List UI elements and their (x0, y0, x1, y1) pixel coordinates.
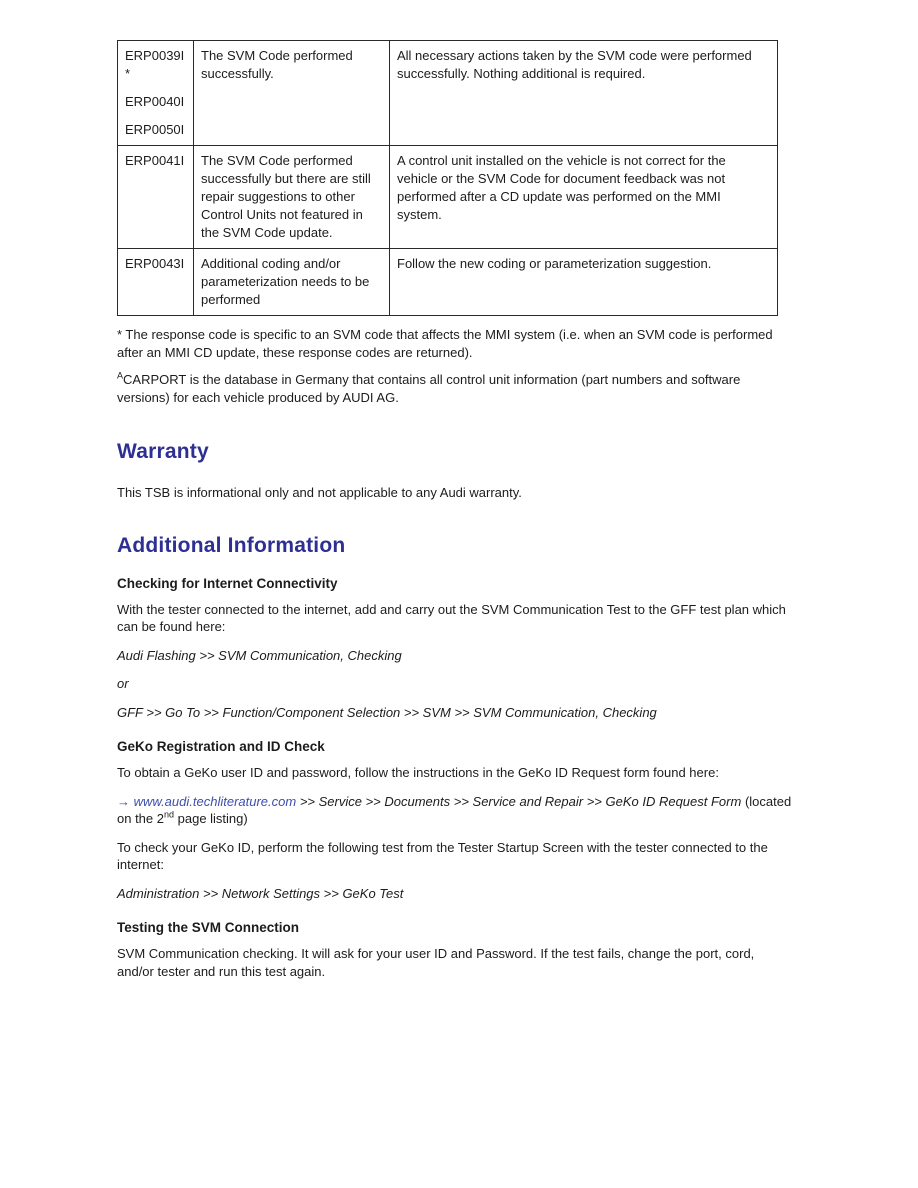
code-list (125, 47, 185, 139)
table-row (118, 146, 778, 249)
meaning-cell: Additional coding and/or parameterization needs to be performed (194, 249, 390, 316)
code-cell (118, 249, 194, 316)
response-code: ERP0050I (125, 122, 185, 137)
additional-info-heading: Additional Information (117, 533, 346, 557)
response-code: ERP0039I (125, 48, 185, 63)
response-code-table (117, 40, 778, 316)
subheading-testing-svm: Testing the SVM Connection (117, 920, 299, 935)
ordinal-superscript: nd (164, 809, 175, 820)
footnote-asterisk: * The response code is specific to an SVM code that affects the MMI system (i.e. when an SVM code is performed after an MMI CD update, these response codes are returned). (117, 327, 773, 360)
document-content (117, 40, 793, 980)
footnote-carport-text: CARPORT is the database in Germany that contains all control unit information (part numbers and software versions) for each vehicle produced by AUDI AG. (117, 372, 741, 405)
code-list (125, 152, 185, 170)
response-code: ERP0043I (125, 256, 185, 271)
action-cell: Follow the new coding or parameterization suggestion. (390, 249, 778, 316)
menu-path-gff: GFF >> Go To >> Function/Component Selection >> SVM >> SVM Communication, Checking (117, 704, 657, 720)
carport-superscript: A (117, 370, 124, 381)
table-row (118, 249, 778, 316)
link-suffix-pre: (located on the 2 (117, 793, 792, 826)
menu-path-administration: Administration >> Network Settings >> GeKo Test (117, 885, 404, 901)
techliterature-link[interactable]: www.audi.techliterature.com (133, 793, 297, 809)
action-cell: All necessary actions taken by the SVM code were performed successfully. Nothing additional is required. (390, 41, 778, 146)
footnote-carport (117, 371, 793, 406)
warranty-heading: Warranty (117, 440, 209, 463)
response-code: ERP0040I (125, 94, 185, 109)
response-code: ERP0041I (125, 153, 185, 168)
subheading-geko-registration: GeKo Registration and ID Check (117, 739, 325, 754)
subheading-internet-connectivity: Checking for Internet Connectivity (117, 575, 338, 591)
paragraph-testing-svm: SVM Communication checking. It will ask for your user ID and Password. If the test fails, change the port, cord, and/or tester and run this test again. (117, 946, 755, 979)
link-menu-path: >> Service >> Documents >> Service and Repair >> GeKo ID Request Form (296, 793, 745, 809)
code-cell (118, 146, 194, 249)
geko-link-line (117, 793, 793, 828)
action-cell: A control unit installed on the vehicle is not correct for the vehicle or the SVM Code for document feedback was not performed after a CD update was performed on the MMI system. (390, 146, 778, 249)
link-suffix-post: page listing) (174, 811, 248, 826)
asterisk-marker: * (125, 66, 131, 81)
warranty-body: This TSB is informational only and not applicable to any Audi warranty. (117, 485, 522, 500)
code-list (125, 255, 185, 273)
table-row (118, 41, 778, 146)
meaning-cell: The SVM Code performed successfully but there are still repair suggestions to other Control Units not featured in the SVM Code update. (194, 146, 390, 249)
meaning-cell: The SVM Code performed successfully. (194, 41, 390, 146)
paragraph-internet-connectivity: With the tester connected to the internet, add and carry out the SVM Communication Test to the GFF test plan which can be found here: (117, 601, 786, 634)
or-separator: or (117, 676, 129, 691)
paragraph-geko-obtain: To obtain a GeKo user ID and password, follow the instructions in the GeKo ID Request form found here: (117, 765, 719, 780)
paragraph-geko-check: To check your GeKo ID, perform the following test from the Tester Startup Screen with the tester connected to the internet: (117, 839, 768, 872)
code-cell (118, 41, 194, 146)
arrow-icon: → (117, 793, 134, 809)
menu-path-audi-flashing: Audi Flashing >> SVM Communication, Checking (117, 647, 402, 663)
